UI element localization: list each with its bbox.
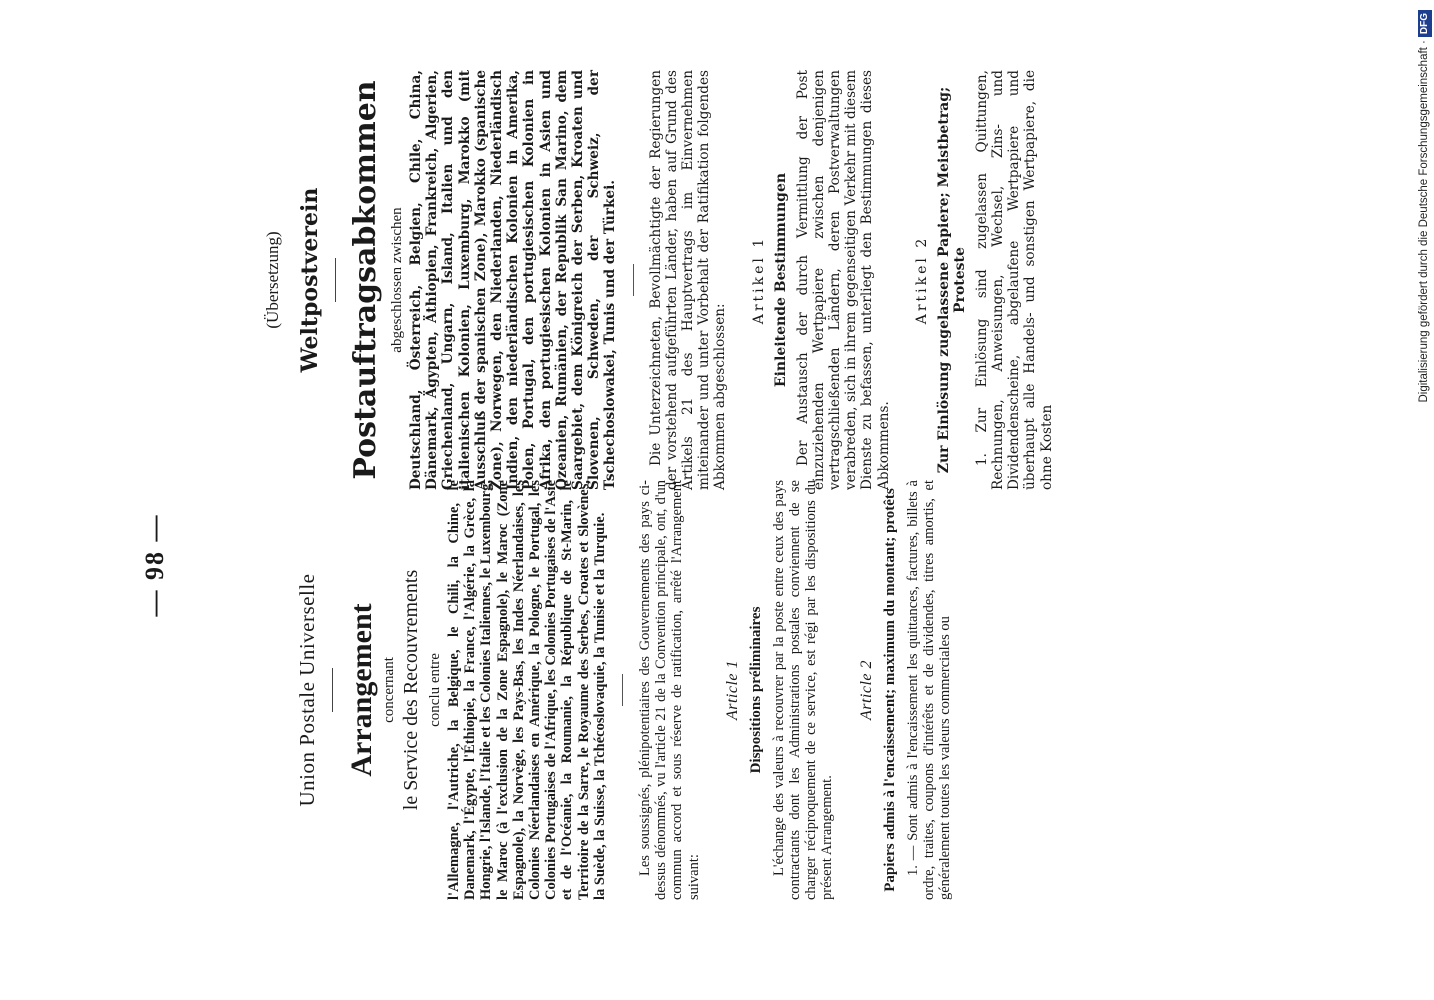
divider — [622, 674, 623, 706]
page-number: — 98 — — [140, 513, 169, 617]
funding-side-note — [1413, 10, 1434, 985]
german-article-1-heading: Artikel 1 — [750, 235, 767, 325]
french-preamble: Les soussignés, plénipotentiaires des Gouvernements des pays ci-dessus dénommés, vu l'article 21 de la Convention principale, ont, d'un commun accord et sous réserve de ratification, arrêté l'Arrangement suivant: — [637, 480, 702, 900]
french-countries: l'Allemagne, l'Autriche, la Belgique, le Chili, la Chine, le Danemark, l'Égypte, l'Éthiopie, la France, l'Algérie, la Grèce, la Hongrie, l'Islande, l'Italie et les Colonies Italiennes, le Luxembourg, le Maroc (à l'exclusion de la Zone Espagnole), le Maroc (Zone Espagnole), la Norvège, les Pays-Bas, les Indes Néerlandaises, les Colonies Néerlandaises en Amérique, la Pologne, le Portugal, les Colonies Portugaises de l'Afrique, les Colonies Portugaises de l'Asie et de l'Océanie, la Roumanie, la République de St-Marin, le Territoire de la Sarre, le Royaume des Serbes, Croates et Slovènes, la Suède, la Suisse, la Tchécoslovaquie, la Tunisie et la Turquie. — [446, 480, 608, 900]
german-countries: Deutschland, Österreich, Belgien, Chile, China, Dänemark, Ägypten, Äthiopien, Frankreich, Algerien, Griechenland, Ungarn, Island, Italien und den italienischen Kolonien, Luxemburg, Marokko (mit Ausschluß der spanischen Zone), Marokko (spanische Zone), Norwegen, den Niederlanden, Niederländisch Indien, den niederländischen Kolonien in Amerika, Polen, Portugal, den portugiesischen Kolonien in Afrika, den portugiesischen Kolonien in Asien und Ozeanien, Rumänien, der Republik San Marino, dem Saargebiet, dem Königreich der Serben, Kroaten und Slovenen, Schweden, der Schweiz, der Tschechoslowakei, Tunis und der Türkei. — [408, 70, 619, 490]
french-article-2-heading: Article 2 — [857, 659, 875, 721]
french-main-title: Arrangement — [345, 603, 378, 777]
dfg-logo: DFG — [1418, 10, 1432, 37]
german-main-title: Postauftragsabkommen — [348, 80, 383, 480]
funding-note-text: Digitalisierung gefördert durch die Deutsche Forschungsgemeinschaft · — [1418, 40, 1430, 403]
french-article-2-text: 1. — Sont admis à l'encaissement les quittances, factures, billets à ordre, traites, coupons d'intérêts et de dividendes, titres amortis, et généralement toutes les valeurs commerciales ou — [904, 480, 954, 900]
french-column — [255, 480, 953, 900]
german-translation-note: (Übersetzung) — [263, 231, 282, 329]
divider — [332, 668, 333, 712]
french-article-2-title: Papiers admis à l'encaissement; maximum du montant; protêts — [881, 488, 898, 892]
german-article-2-title: Zur Einlösung zugelassene Papiere; Meistbetrag; Proteste — [935, 86, 968, 474]
german-article-1-title: Einleitende Bestimmungen — [772, 172, 789, 388]
french-concerning: concernant — [381, 657, 397, 723]
german-article-2-heading: Artikel 2 — [913, 235, 930, 325]
french-concluded: conclu entre — [427, 653, 443, 727]
french-article-1-title: Dispositions préliminaires — [747, 606, 764, 774]
german-concluded: abgeschlossen zwischen — [389, 207, 405, 353]
french-subject: le Service des Recouvrements — [400, 569, 422, 811]
french-article-1-heading: Article 1 — [723, 659, 741, 721]
divider — [335, 258, 336, 302]
german-preamble: Die Unterzeichneten, Bevollmächtigte der Regierungen der vorstehend aufgeführten Länder, haben auf Grund des Artikels 21 des Hauptvertrags im Einvernehmen miteinander und unter Vorbehalt der Ratifikation folgendes Abkommen abgeschlossen: — [647, 70, 729, 490]
german-column — [255, 70, 1055, 490]
divider — [633, 264, 634, 296]
french-article-1-text: L'échange des valeurs à recouvrer par la poste entre ceux des pays contractants dont les Administrations postales conviennent de se charger réciproquement de ce service, est régi par les dispositions du présent Arrangement. — [770, 480, 836, 900]
german-union-title: Weltpostverein — [297, 187, 323, 373]
french-union-title: Union Postale Universelle — [295, 573, 319, 807]
german-article-1-text: Der Austausch der durch Vermittlung der Post einzuziehenden Wertpapiere zwischen denjenigen vertragschließenden Ländern, deren Postverwaltungen verabreden, sich in ihrem gegenseitigen Verkehr mit diesem Dienste zu befassen, unterliegt den Bestimmungen dieses Abkommens. — [794, 70, 892, 490]
german-article-2-text: 1. Zur Einlösung sind zugelassen Quittungen, Rechnungen, Anweisungen, Wechsel, Zins- und Dividendenscheine, abgelaufene Wertpapiere und überhaupt alle Handels- und sonstigen Wertpapiere, die ohne Kosten — [973, 70, 1055, 490]
